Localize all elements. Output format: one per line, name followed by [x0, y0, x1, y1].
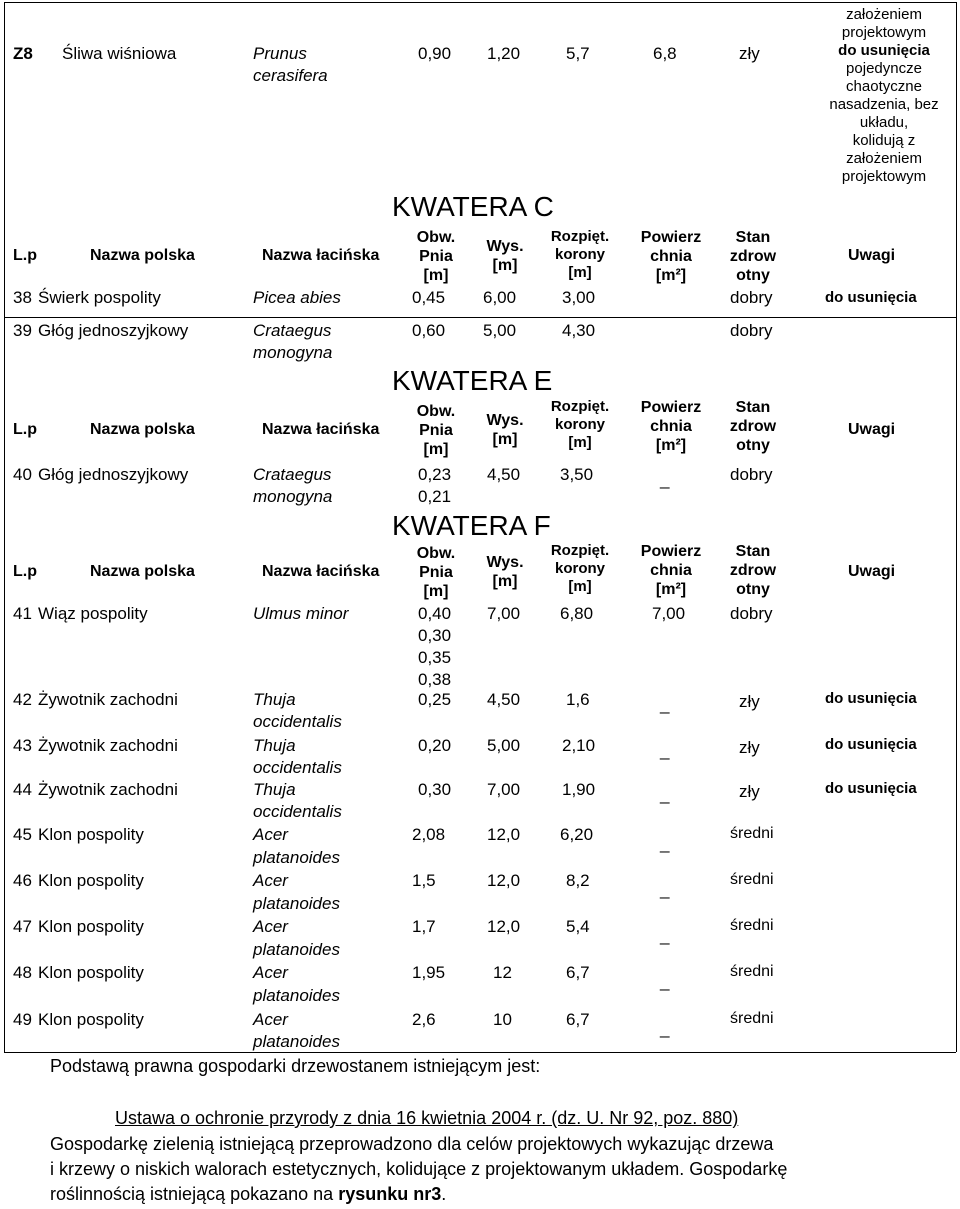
health-state: zły	[739, 692, 760, 711]
tree-height: 5,00	[487, 736, 521, 755]
header-line: Obw.	[416, 403, 456, 420]
header-line: Wys.	[486, 554, 524, 571]
note-line: założeniem	[846, 150, 922, 167]
header-line: [m²]	[655, 267, 687, 284]
trunk-circumference: 0,45	[412, 288, 446, 307]
tree-polish-name: Żywotnik zachodni	[38, 690, 178, 709]
health-state: dobry	[730, 321, 773, 340]
health-state: zły	[739, 782, 760, 801]
header-line: Pnia	[419, 422, 453, 439]
crown-span: 6,7	[566, 963, 590, 982]
header-lp: L.p	[13, 421, 37, 438]
crown-span: 6,20	[560, 825, 594, 844]
section-title-kwatera-e: KWATERA E	[392, 365, 553, 396]
footer-paragraph	[50, 1132, 930, 1207]
header-notes: Uwagi	[848, 563, 896, 580]
header-line: [m]	[492, 431, 518, 448]
note-line: chaotyczne	[846, 78, 922, 95]
crown-span: 3,00	[562, 288, 596, 307]
tree-number: 43	[13, 736, 32, 755]
health-state: średni	[730, 1010, 774, 1027]
tree-latin-name-2: platanoides	[253, 848, 340, 867]
tree-latin-name-2: platanoides	[253, 1032, 340, 1051]
trunk-circumference: 0,20	[418, 736, 452, 755]
removal-note: do usunięcia	[825, 289, 917, 306]
header-line: [m²]	[655, 581, 687, 598]
header-trunk	[404, 228, 468, 285]
header-line: korony	[554, 560, 605, 577]
header-crown	[540, 228, 620, 282]
header-line: [m]	[423, 441, 449, 458]
law-reference: Ustawa o ochronie przyrody z dnia 16 kwietnia 2004 r. (dz. U. Nr 92, poz. 880)	[115, 1108, 739, 1128]
tree-latin-name: Acer	[253, 963, 288, 982]
header-crown	[540, 542, 620, 596]
paragraph-line: Gospodarkę zielenią istniejącą przeprowadzono dla celów projektowych wykazując drzewa	[50, 1134, 774, 1154]
area-value: _	[660, 741, 670, 760]
table-border-bottom	[4, 1052, 956, 1053]
health-state: dobry	[730, 288, 773, 307]
header-height	[477, 553, 533, 591]
area-value: _	[660, 1019, 670, 1038]
header-line: zdrow	[729, 248, 777, 265]
trunk-circumference: 0,40	[418, 604, 452, 623]
header-health	[720, 542, 786, 599]
tree-height: 6,00	[483, 288, 517, 307]
tree-polish-name: Klon pospolity	[38, 1010, 144, 1029]
header-trunk	[404, 402, 468, 459]
area-value: 7,00	[652, 604, 686, 623]
header-line: korony	[554, 416, 605, 433]
tree-polish-name: Klon pospolity	[38, 963, 144, 982]
crown-span: 1,90	[562, 780, 596, 799]
paragraph-line	[50, 1182, 930, 1207]
crown-span: 6,7	[566, 1010, 590, 1029]
tree-polish-name: Klon pospolity	[38, 917, 144, 936]
tree-polish-name: Klon pospolity	[38, 825, 144, 844]
tree-latin-name: Thuja	[253, 736, 296, 755]
tree-height: 12,0	[487, 917, 521, 936]
tree-number: 41	[13, 604, 32, 623]
header-polish-name: Nazwa polska	[90, 247, 195, 264]
removal-note: do usunięcia	[825, 780, 917, 797]
health-state: średni	[730, 871, 774, 888]
tree-number: 45	[13, 825, 32, 844]
trunk-circumference: 1,7	[412, 917, 436, 936]
tree-polish-name: Głóg jednoszyjkowy	[38, 465, 189, 484]
crown-span: 6,80	[560, 604, 594, 623]
header-line: Wys.	[486, 412, 524, 429]
header-line: Pnia	[419, 248, 453, 265]
trunk-circumference: 1,95	[412, 963, 446, 982]
note-line: projektowym	[841, 168, 927, 185]
header-line: [m]	[423, 267, 449, 284]
tree-polish-name: Żywotnik zachodni	[38, 736, 178, 755]
header-height	[477, 237, 533, 275]
header-line: Stan	[735, 399, 771, 416]
area-value: _	[660, 972, 670, 991]
header-crown	[540, 398, 620, 452]
health-state: zły	[739, 738, 760, 757]
health-state: zły	[739, 44, 760, 63]
header-line: Powierz	[640, 399, 702, 416]
tree-latin-name: Thuja	[253, 690, 296, 709]
tree-polish-name: Świerk pospolity	[38, 288, 161, 307]
trunk-circumference: 2,6	[412, 1010, 436, 1029]
note-line: projektowym	[841, 24, 927, 41]
header-polish-name: Nazwa polska	[90, 421, 195, 438]
header-line: Obw.	[416, 229, 456, 246]
tree-polish-name: Głóg jednoszyjkowy	[38, 321, 189, 340]
crown-span: 8,2	[566, 871, 590, 890]
header-line: [m]	[568, 578, 592, 595]
tree-height: 12,0	[487, 825, 521, 844]
header-line: Rozpięt.	[550, 228, 610, 245]
header-line: chnia	[650, 248, 692, 265]
header-line: chnia	[650, 562, 692, 579]
header-line: Rozpięt.	[550, 398, 610, 415]
tree-number: 47	[13, 917, 32, 936]
paragraph-text: roślinnością istniejącą pokazano na	[50, 1184, 339, 1204]
area-value: _	[660, 470, 670, 489]
header-latin-name: Nazwa łacińska	[262, 247, 380, 264]
header-lp: L.p	[13, 563, 37, 580]
paragraph-line: i krzewy o niskich walorach estetycznych, kolidujące z projektowanym układem. Gospodarkę	[50, 1159, 788, 1179]
header-line: [m]	[492, 257, 518, 274]
header-line: Powierz	[640, 229, 702, 246]
trunk-circumference: 2,08	[412, 825, 446, 844]
header-area	[628, 228, 714, 285]
header-latin-name: Nazwa łacińska	[262, 563, 380, 580]
header-line: Stan	[735, 543, 771, 560]
header-trunk	[404, 544, 468, 601]
section-title-kwatera-f: KWATERA F	[392, 510, 551, 541]
table-border-top	[4, 2, 956, 3]
tree-latin-name-2: platanoides	[253, 894, 340, 913]
tree-number: 44	[13, 780, 32, 799]
tree-latin-name: Picea abies	[253, 288, 341, 307]
tree-number: 48	[13, 963, 32, 982]
tree-latin-name: Crataegus	[253, 321, 332, 340]
header-line: otny	[736, 267, 770, 284]
tree-latin-name: Acer	[253, 917, 288, 936]
tree-latin-name: Crataegus	[253, 465, 332, 484]
drawing-reference: rysunku nr3	[338, 1184, 442, 1204]
section-title-kwatera-c: KWATERA C	[392, 191, 554, 222]
note-line: nasadzenia, bez	[829, 96, 939, 113]
tree-latin-name-2: monogyna	[253, 343, 333, 362]
tree-number: 39	[13, 321, 32, 340]
header-health	[720, 398, 786, 455]
tree-latin-name: Ulmus minor	[253, 604, 349, 623]
note-line: kolidują z	[852, 132, 916, 149]
header-height	[477, 411, 533, 449]
row-divider	[4, 317, 956, 318]
tree-latin-name: Acer	[253, 1010, 288, 1029]
tree-height: 10	[493, 1010, 512, 1029]
tree-latin-name-2: platanoides	[253, 940, 340, 959]
trunk-circumference-4: 0,38	[418, 670, 452, 689]
header-notes: Uwagi	[848, 247, 896, 264]
header-line: [m]	[568, 264, 592, 281]
header-area	[628, 542, 714, 599]
crown-span: 3,50	[560, 465, 594, 484]
removal-note: do usunięcia	[825, 736, 917, 753]
tree-polish-name: Śliwa wiśniowa	[62, 44, 177, 63]
header-notes: Uwagi	[848, 421, 896, 438]
tree-height: 7,00	[487, 604, 521, 623]
tree-number: 40	[13, 465, 32, 484]
note-line: układu,	[859, 114, 909, 131]
area-value: _	[660, 880, 670, 899]
trunk-circumference: 0,90	[418, 44, 452, 63]
crown-span: 4,30	[562, 321, 596, 340]
tree-latin-name: Thuja	[253, 780, 296, 799]
area-value: _	[660, 834, 670, 853]
trunk-circumference: 0,60	[412, 321, 446, 340]
tree-latin-name: Acer	[253, 871, 288, 890]
header-line: zdrow	[729, 418, 777, 435]
crown-span: 1,6	[566, 690, 590, 709]
tree-height: 5,00	[483, 321, 517, 340]
trunk-circumference-2: 0,30	[418, 626, 452, 645]
health-state: średni	[730, 963, 774, 980]
header-line: [m²]	[655, 437, 687, 454]
area-value: _	[660, 926, 670, 945]
tree-height: 4,50	[487, 465, 521, 484]
tree-latin-name-2: occidentalis	[253, 802, 342, 821]
notes-cell	[812, 6, 956, 186]
tree-latin-name: Prunus	[253, 44, 307, 63]
tree-polish-name: Wiąz pospolity	[38, 604, 148, 623]
removal-note: do usunięcia	[825, 690, 917, 707]
tree-latin-name-2: cerasifera	[253, 66, 328, 85]
legal-basis-heading: Podstawą prawna gospodarki drzewostanem istniejącym jest:	[50, 1056, 541, 1076]
tree-number: 38	[13, 288, 32, 307]
health-state: średni	[730, 917, 774, 934]
trunk-circumference: 0,23	[418, 465, 452, 484]
trunk-circumference: 1,5	[412, 871, 436, 890]
header-line: [m]	[568, 434, 592, 451]
header-line: zdrow	[729, 562, 777, 579]
area-value: _	[660, 695, 670, 714]
header-line: otny	[736, 437, 770, 454]
health-state: dobry	[730, 604, 773, 623]
header-latin-name: Nazwa łacińska	[262, 421, 380, 438]
table-border-left	[4, 2, 5, 1052]
trunk-circumference-3: 0,35	[418, 648, 452, 667]
tree-latin-name-2: platanoides	[253, 986, 340, 1005]
header-line: Rozpięt.	[550, 542, 610, 559]
tree-number: 46	[13, 871, 32, 890]
trunk-circumference: 0,30	[418, 780, 452, 799]
header-line: Obw.	[416, 545, 456, 562]
note-line: założeniem	[846, 6, 922, 23]
crown-span: 2,10	[562, 736, 596, 755]
tree-polish-name: Żywotnik zachodni	[38, 780, 178, 799]
area-value: 6,8	[653, 44, 677, 63]
paragraph-end: .	[441, 1184, 447, 1204]
tree-latin-name: Acer	[253, 825, 288, 844]
header-line: [m]	[492, 573, 518, 590]
tree-height: 12	[493, 963, 512, 982]
crown-span: 5,7	[566, 44, 590, 63]
header-polish-name: Nazwa polska	[90, 563, 195, 580]
crown-span: 5,4	[566, 917, 590, 936]
tree-height: 4,50	[487, 690, 521, 709]
tree-number: Z8	[13, 44, 33, 63]
trunk-circumference-2: 0,21	[418, 487, 452, 506]
header-health	[720, 228, 786, 285]
note-line: pojedyncze	[846, 60, 922, 77]
tree-height: 1,20	[487, 44, 521, 63]
header-line: otny	[736, 581, 770, 598]
tree-number: 49	[13, 1010, 32, 1029]
tree-number: 42	[13, 690, 32, 709]
header-lp: L.p	[13, 247, 37, 264]
tree-polish-name: Klon pospolity	[38, 871, 144, 890]
health-state: dobry	[730, 465, 773, 484]
tree-latin-name-2: occidentalis	[253, 712, 342, 731]
area-value: _	[660, 785, 670, 804]
header-line: Wys.	[486, 238, 524, 255]
tree-latin-name-2: monogyna	[253, 487, 333, 506]
header-line: Powierz	[640, 543, 702, 560]
tree-height: 12,0	[487, 871, 521, 890]
header-line: korony	[554, 246, 605, 263]
tree-height: 7,00	[487, 780, 521, 799]
health-state: średni	[730, 825, 774, 842]
header-line: chnia	[650, 418, 692, 435]
removal-note: do usunięcia	[838, 42, 930, 59]
tree-latin-name-2: occidentalis	[253, 758, 342, 777]
trunk-circumference: 0,25	[418, 690, 452, 709]
header-line: [m]	[423, 583, 449, 600]
header-line: Stan	[735, 229, 771, 246]
table-border-right	[956, 2, 957, 1052]
header-area	[628, 398, 714, 455]
header-line: Pnia	[419, 564, 453, 581]
